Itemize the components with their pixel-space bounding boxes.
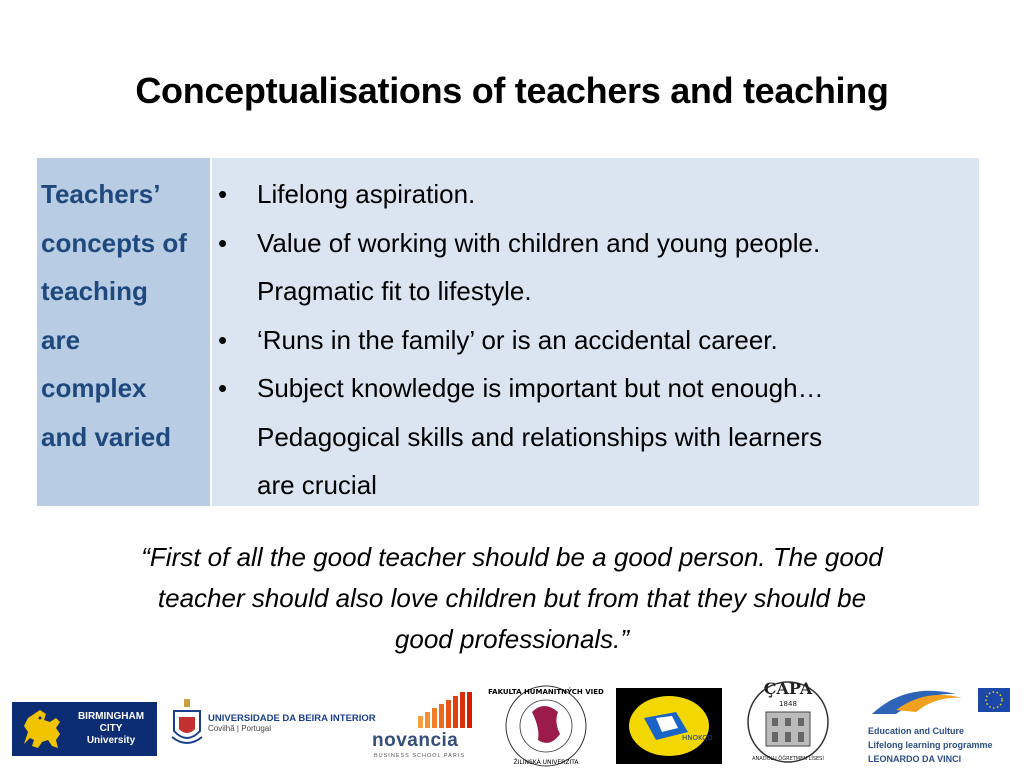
novancia-sub: BUSINESS SCHOOL PARIS <box>374 753 465 759</box>
left-cell-line: Teachers’ <box>41 179 161 209</box>
hnokco-logo <box>616 688 722 764</box>
bullet-item <box>212 170 979 219</box>
capa-year: 1848 <box>779 700 797 708</box>
novancia-name: novancia <box>372 730 459 751</box>
bullet-text: ‘Runs in the family’ or is an accidental career. <box>257 324 778 355</box>
eu-line: Education and Culture <box>868 726 965 736</box>
bcu-logo <box>12 702 157 756</box>
ubi-logo <box>170 694 376 752</box>
eu-leonardo-logo <box>866 680 1014 768</box>
left-cell-line: complex <box>41 373 147 403</box>
bcu-line: CITY <box>99 723 123 734</box>
bullet-text: Value of working with children and young people. <box>257 227 821 258</box>
fakulta-top-text: FAKULTA HUMANITNÝCH VIED <box>488 688 604 696</box>
bullet-text: Subject knowledge is important but not enough… <box>257 373 824 403</box>
bullet-text: Lifelong aspiration. <box>257 179 476 209</box>
bullet-text: Pragmatic fit to lifestyle. <box>257 276 532 306</box>
capa-name: ÇAPA <box>763 679 813 698</box>
bullet-text: are crucial <box>257 470 377 500</box>
ubi-sub: Covilhã | Portugal <box>208 724 271 733</box>
quote-line: “First of all the good teacher should be a good person. The good <box>141 542 883 572</box>
bullet-icon: • <box>218 324 228 355</box>
fakulta-logo <box>488 682 604 768</box>
bullet-item <box>212 219 979 316</box>
bullet-text: Pedagogical skills and relationships with learners <box>257 421 823 452</box>
bullet-item <box>212 316 979 365</box>
ubi-name: UNIVERSIDADE DA BEIRA INTERIOR <box>208 713 376 724</box>
bcu-wordmark <box>70 711 152 747</box>
capa-logo <box>744 674 832 766</box>
quote-line: good professionals.” <box>394 624 630 654</box>
hnokco-emblem-icon <box>616 688 722 764</box>
left-cell-line: and varied <box>41 421 172 452</box>
novancia-bars-icon <box>418 692 478 728</box>
bullet-icon: • <box>218 227 228 258</box>
lion-icon <box>18 706 66 752</box>
table-left-cell <box>37 158 212 506</box>
teacher-quote <box>40 537 984 660</box>
quote-line: teacher should also love children but from that they should be <box>157 583 867 613</box>
bullet-icon: • <box>218 373 228 403</box>
hnokco-text: HNOKCO <box>682 734 713 742</box>
eu-swoosh-icon <box>866 680 1014 720</box>
fakulta-bottom-text: ŽILINSKÁ UNIVERZITA <box>513 759 579 766</box>
novancia-logo <box>370 692 480 762</box>
left-cell-line: concepts of <box>41 227 187 258</box>
table-right-cell <box>212 158 979 506</box>
left-cell-line: teaching <box>41 276 148 306</box>
capa-ring-text: ANADOLU ÖĞRETMEN LİSESİ <box>752 756 824 762</box>
partner-logos <box>0 672 1024 768</box>
bcu-line: University <box>86 735 136 746</box>
ubi-wordmark <box>208 713 376 733</box>
concepts-table <box>37 158 979 506</box>
eu-line: LEONARDO DA VINCI <box>868 754 962 764</box>
slide-title: Conceptualisations of teachers and teaching <box>135 70 889 111</box>
bcu-line: BIRMINGHAM <box>77 711 145 722</box>
bullet-item <box>212 364 979 510</box>
left-cell-line: are <box>41 324 81 355</box>
crest-icon <box>170 697 204 749</box>
eu-line: Lifelong learning programme <box>868 740 993 750</box>
bullet-icon: • <box>218 179 228 209</box>
